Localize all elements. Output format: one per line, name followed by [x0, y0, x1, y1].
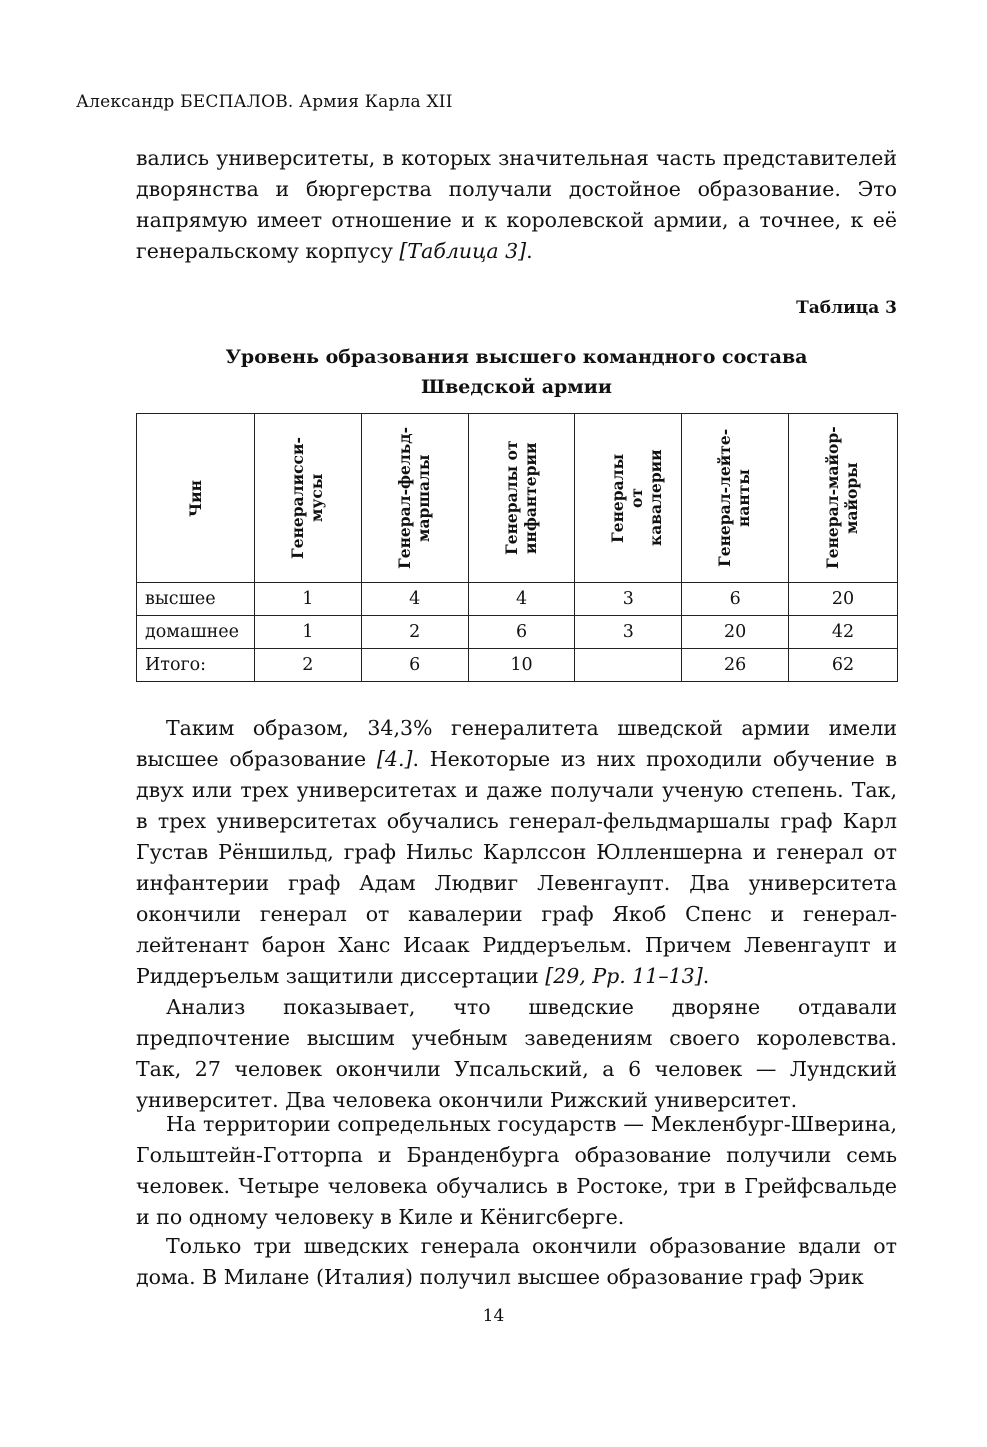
table-cell: 1 [254, 583, 361, 616]
header-field-marshals: Генерал-фельд-маршалы [361, 414, 468, 583]
row-label: высшее [137, 583, 255, 616]
header-lieutenant-generals: Генерал-лейте-нанты [682, 414, 789, 583]
row-label: Итого: [137, 649, 255, 682]
paragraph-education-summary [136, 713, 897, 992]
header-cavalry-generals: Генералы от кавалерии [575, 414, 682, 583]
page-number: 14 [482, 1306, 505, 1326]
header-generalissimos: Генералисси-мусы [254, 414, 361, 583]
p1-text-b: . Некоторые из них проходили обучение в двух или трех университетах и даже получали ученую степень. Так, в трех университетах обучались генерал-фельдмаршалы граф Карл Густав Рёншильд, граф Нильс Карлссон Юлленшерна и генерал от инфантерии граф Адам Людвиг Левенгаупт. Два университета окончили генерал от кавалерии граф Якоб Спенс и генерал-лейтенант барон Ханс Исаак Риддеръельм. Причем Левенгаупт и Риддеръельм защитили диссертации [136, 747, 898, 988]
paragraph-abroad: Только три шведских генерала окончили образование вдали от дома. В Милане (Италия) получил высшее образование граф Эрик [136, 1234, 897, 1289]
table-cell: 10 [468, 649, 575, 682]
p1-reference-1: [4.] [376, 747, 413, 771]
table-title-line-1: Уровень образования высшего командного состава [225, 346, 808, 368]
paragraph-neighbor-states: На территории сопредельных государств — Мекленбург-Шверина, Гольштейн-Готторпа и Бранденбурга образование получили семь человек. Четыре человека обучались в Ростоке, три в Грейфсвальде и по одному человеку в Киле и Кёнигсберге. [136, 1112, 897, 1229]
table-cell: 2 [254, 649, 361, 682]
header-infantry-generals: Генералы от инфантерии [468, 414, 575, 583]
table-cell: 6 [361, 649, 468, 682]
table-cell: 4 [468, 583, 575, 616]
table-cell: 20 [682, 616, 789, 649]
intro-text: вались университеты, в которых значительная часть представителей дворянства и бюргерства получали достойное образование. Это напрямую имеет отношение и к королевской армии, а точнее, к её генеральскому корпусу [136, 146, 897, 263]
table-cell: 3 [575, 616, 682, 649]
table-cell: 4 [361, 583, 468, 616]
table-cell: 20 [789, 583, 898, 616]
row-label: домашнее [137, 616, 255, 649]
table-title [136, 342, 897, 402]
table-header-row [137, 414, 898, 583]
paragraph-analysis: Анализ показывает, что шведские дворяне отдавали предпочтение высшим учебным заведениям своего королевства. Так, 27 человек окончили Упсальский, а 6 человек — Лундский университет. Два человека окончили Рижский университет. [136, 995, 897, 1112]
table-row [137, 583, 898, 616]
table-cell: 3 [575, 583, 682, 616]
table-cell: 62 [789, 649, 898, 682]
table-cell: 2 [361, 616, 468, 649]
table-cell: 6 [682, 583, 789, 616]
intro-paragraph [136, 143, 897, 267]
table-cell: 6 [468, 616, 575, 649]
running-head: Александр БЕСПАЛОВ. Армия Карла XII [76, 92, 453, 112]
p1-reference-2: [29, Pp. 11–13] [545, 964, 703, 988]
p1-text-a: Таким образом, 34,3% генералитета шведской армии имели высшее образование [136, 716, 897, 771]
table-row [137, 616, 898, 649]
intro-end: . [526, 239, 533, 263]
header-rank: Чин [137, 414, 255, 583]
p1-text-c: . [702, 964, 710, 988]
table-cell: 1 [254, 616, 361, 649]
table-label: Таблица 3 [796, 298, 897, 318]
table-title-line-2: Шведской армии [420, 376, 612, 398]
table-cell: 42 [789, 616, 898, 649]
table-row [137, 649, 898, 682]
education-table [136, 413, 898, 682]
table-cell: 26 [682, 649, 789, 682]
header-major-generals: Генерал-майор-майоры [789, 414, 898, 583]
table-cell [575, 649, 682, 682]
intro-table-reference: [Таблица 3] [399, 239, 527, 263]
